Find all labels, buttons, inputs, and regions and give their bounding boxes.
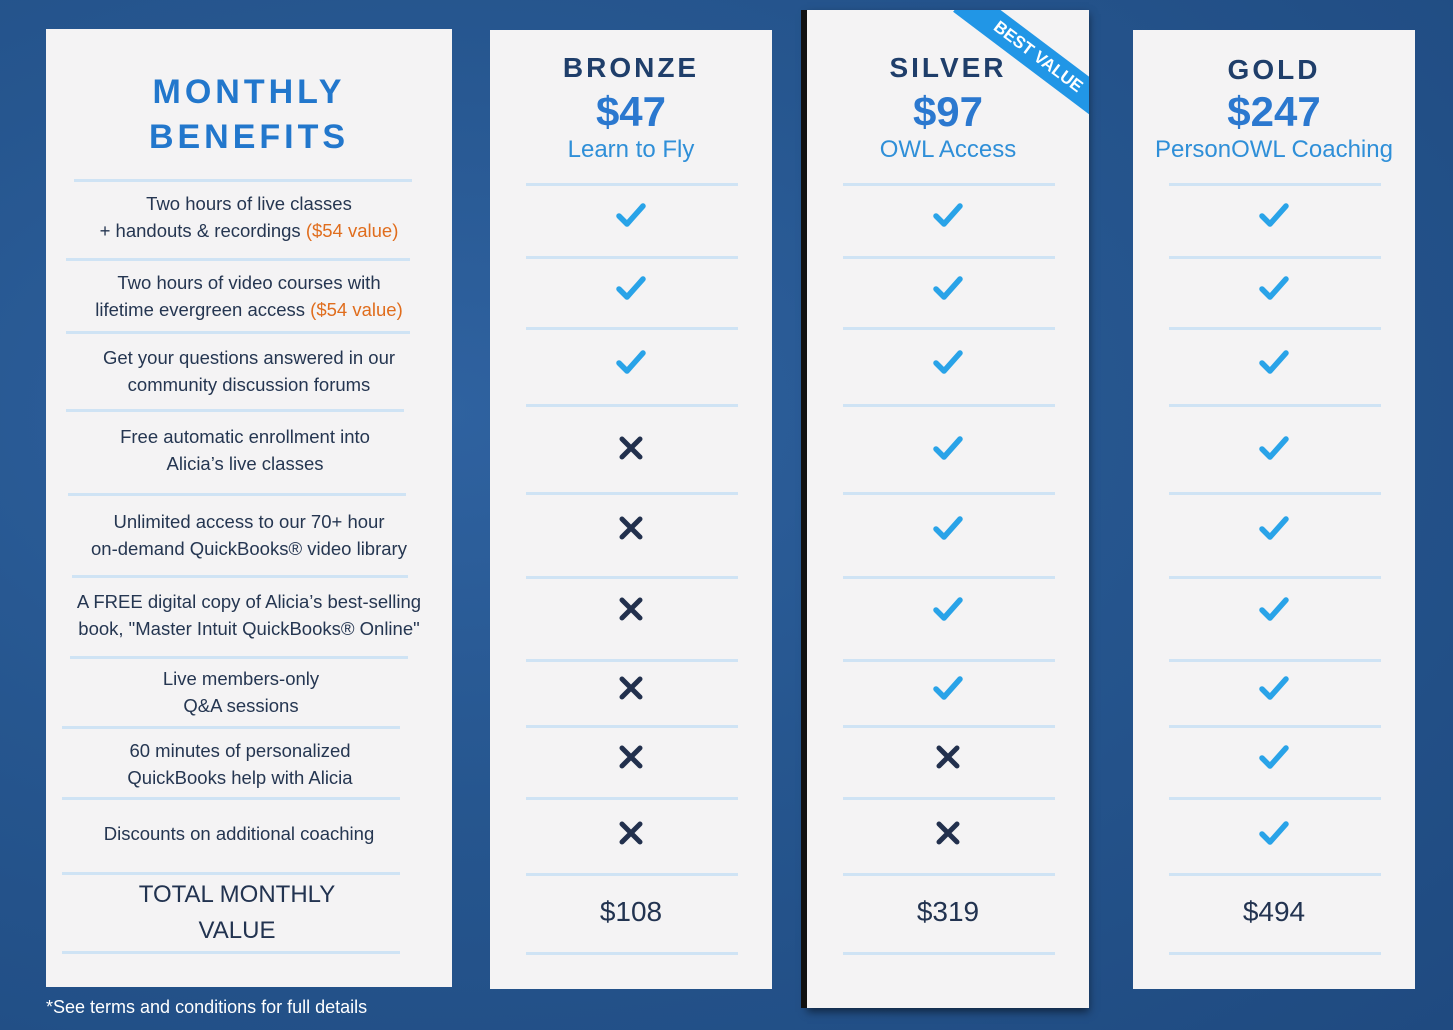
divider	[843, 873, 1055, 876]
benefit-text: Q&A sessions	[183, 695, 299, 716]
divider	[72, 575, 408, 578]
check-icon	[1254, 813, 1294, 853]
benefit-text: Unlimited access to our 70+ hour	[113, 511, 385, 532]
tier-price: $97	[912, 88, 984, 135]
benefits-heading-line2: BENEFITS	[148, 118, 350, 156]
check-icon	[928, 668, 968, 708]
divider	[66, 331, 410, 334]
divider	[843, 183, 1055, 186]
x-icon	[928, 813, 968, 853]
tier-price: $247	[1227, 88, 1321, 135]
benefit-text: on-demand QuickBooks® video library	[91, 538, 407, 559]
divider	[843, 404, 1055, 407]
benefits-card	[46, 29, 452, 987]
benefit-row-1	[46, 190, 452, 244]
benefit-text: Get your questions answered in our	[102, 347, 396, 368]
benefit-row-8	[28, 737, 452, 791]
divider	[1169, 404, 1381, 407]
divider	[1169, 327, 1381, 330]
divider	[1169, 952, 1381, 955]
divider	[1169, 256, 1381, 259]
divider	[526, 492, 738, 495]
check-icon	[928, 589, 968, 629]
benefit-text: lifetime evergreen access	[95, 299, 306, 320]
divider	[68, 493, 406, 496]
divider	[843, 327, 1055, 330]
tier-price: $47	[595, 88, 667, 135]
check-icon	[1254, 589, 1294, 629]
divider	[526, 725, 738, 728]
benefit-row-2	[46, 269, 452, 323]
benefit-row-6	[46, 588, 452, 642]
tier-name: BRONZE	[562, 52, 700, 83]
total-label-line1: TOTAL MONTHLY	[138, 881, 336, 908]
check-icon	[928, 508, 968, 548]
divider	[62, 951, 400, 954]
gold-plan-card[interactable]	[1133, 30, 1415, 989]
divider	[62, 872, 400, 875]
divider	[843, 492, 1055, 495]
x-icon	[611, 813, 651, 853]
check-icon	[1254, 668, 1294, 708]
check-icon	[1254, 342, 1294, 382]
benefit-text: Discounts on additional coaching	[103, 823, 375, 844]
tier-name: SILVER	[889, 52, 1007, 83]
divider	[526, 183, 738, 186]
benefit-text: Live members-only	[162, 668, 320, 689]
divider	[526, 256, 738, 259]
benefit-text: Alicia’s live classes	[166, 453, 324, 474]
footnote: *See terms and conditions for full details	[46, 997, 368, 1017]
check-icon	[928, 195, 968, 235]
benefit-text: QuickBooks help with Alicia	[127, 767, 353, 788]
check-icon	[928, 428, 968, 468]
benefit-row-7	[30, 665, 452, 719]
divider	[66, 258, 410, 261]
divider	[1169, 183, 1381, 186]
benefit-text: community discussion forums	[127, 374, 371, 395]
best-value-ribbon: BEST VALUE	[953, 10, 1089, 126]
bronze-plan-card[interactable]	[490, 30, 772, 989]
benefit-row-9	[26, 820, 452, 847]
x-icon	[611, 508, 651, 548]
benefit-value: ($54 value)	[310, 299, 403, 320]
divider	[74, 179, 412, 182]
benefit-text: Two hours of live classes	[146, 193, 352, 214]
benefit-row-5	[46, 508, 452, 562]
divider	[1169, 873, 1381, 876]
divider	[1169, 797, 1381, 800]
tier-name: GOLD	[1227, 54, 1321, 85]
check-icon	[1254, 428, 1294, 468]
benefit-row-3	[46, 344, 452, 398]
divider	[843, 576, 1055, 579]
divider	[843, 659, 1055, 662]
benefit-text: A FREE digital copy of Alicia’s best-selling	[76, 591, 422, 612]
divider	[843, 952, 1055, 955]
x-icon	[928, 737, 968, 777]
benefit-value: ($54 value)	[305, 220, 399, 241]
divider	[526, 952, 738, 955]
divider	[526, 404, 738, 407]
silver-plan-card[interactable]	[807, 10, 1089, 1008]
tier-total-value: $319	[916, 896, 980, 927]
check-icon	[1254, 737, 1294, 777]
check-icon	[611, 342, 651, 382]
check-icon	[611, 268, 651, 308]
benefit-row-4	[38, 423, 452, 477]
x-icon	[611, 668, 651, 708]
total-label-line2: VALUE	[198, 917, 276, 944]
check-icon	[928, 342, 968, 382]
divider	[526, 327, 738, 330]
divider	[1169, 576, 1381, 579]
divider	[526, 873, 738, 876]
divider	[526, 576, 738, 579]
check-icon	[1254, 195, 1294, 235]
x-icon	[611, 737, 651, 777]
divider	[526, 659, 738, 662]
tier-subtitle: PersonOWL Coaching	[1155, 136, 1393, 163]
benefit-text: 60 minutes of personalized	[129, 740, 351, 761]
benefit-text: Two hours of video courses with	[117, 272, 381, 293]
check-icon	[1254, 508, 1294, 548]
total-monthly-value-label	[22, 877, 452, 949]
benefit-text: book, "Master Intuit QuickBooks® Online"	[78, 618, 420, 639]
divider	[843, 797, 1055, 800]
divider	[62, 797, 400, 800]
tier-total-value: $108	[599, 896, 663, 927]
benefit-text: + handouts & recordings	[99, 220, 301, 241]
divider	[1169, 725, 1381, 728]
divider	[1169, 492, 1381, 495]
divider	[62, 726, 400, 729]
x-icon	[611, 428, 651, 468]
benefit-text: Free automatic enrollment into	[120, 426, 370, 447]
divider	[66, 409, 404, 412]
divider	[1169, 659, 1381, 662]
divider	[526, 797, 738, 800]
check-icon	[1254, 268, 1294, 308]
tier-total-value: $494	[1242, 896, 1306, 927]
x-icon	[611, 589, 651, 629]
tier-subtitle: Learn to Fly	[567, 136, 695, 163]
check-icon	[928, 268, 968, 308]
benefits-heading-line1: MONTHLY	[152, 73, 346, 111]
divider	[843, 256, 1055, 259]
check-icon	[611, 195, 651, 235]
tier-subtitle: OWL Access	[879, 136, 1017, 163]
divider	[843, 725, 1055, 728]
divider	[70, 656, 408, 659]
